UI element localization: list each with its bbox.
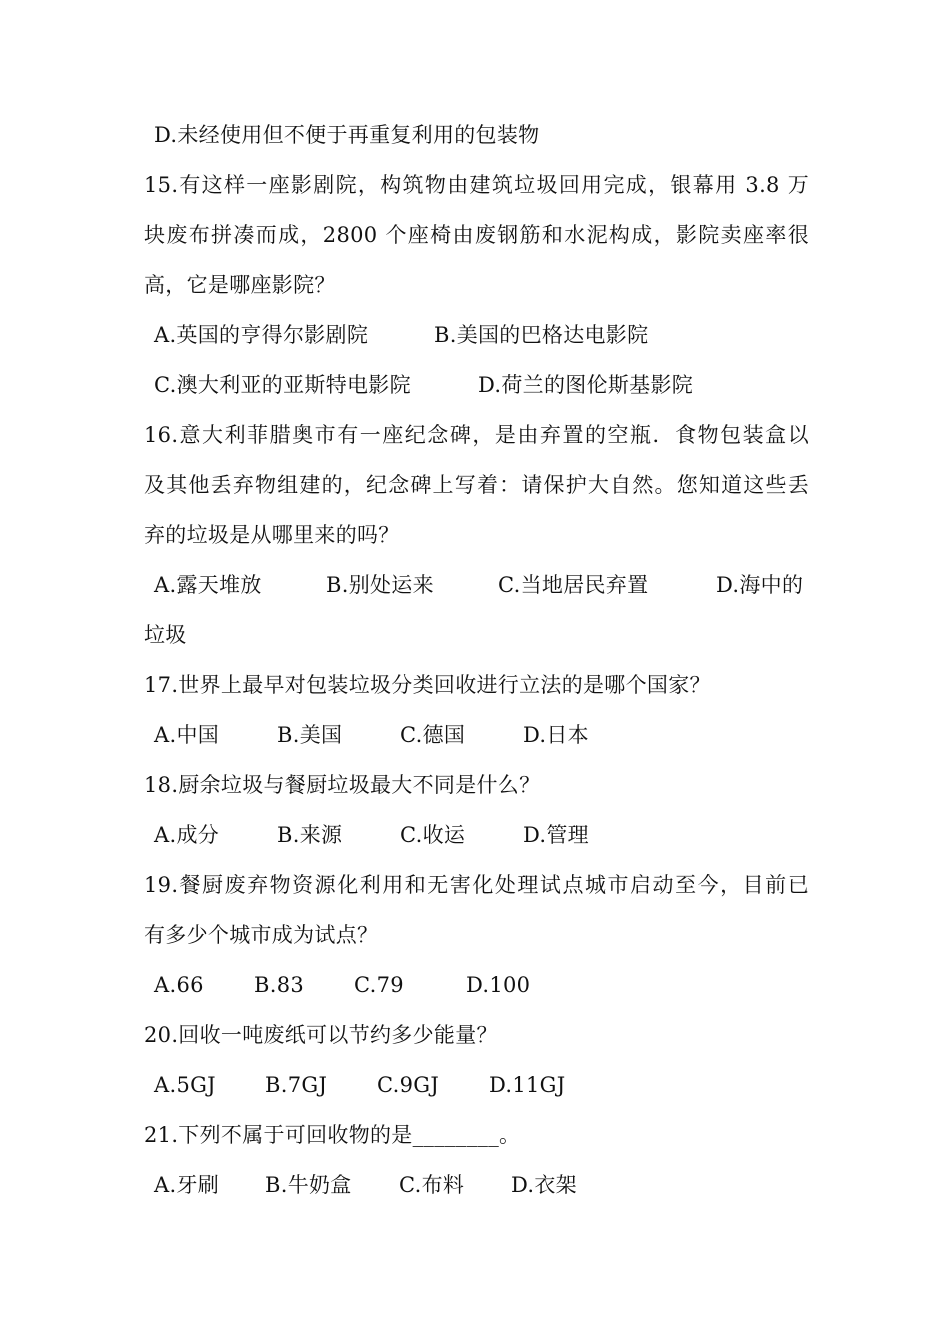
q20-option-c: C.9GJ (377, 1073, 440, 1097)
q21-option-b: B.牛奶盒 (265, 1173, 352, 1197)
q15-option-a: A.英国的亨得尔影剧院 (154, 323, 369, 347)
q20-option-a: A.5GJ (154, 1073, 216, 1097)
q16-option-d-continued: 垃圾 (144, 623, 187, 647)
q17-option-d: D.日本 (523, 723, 589, 747)
q14-option-d: D.未经使用但不便于再重复利用的包装物 (154, 123, 540, 147)
q16-stem-line-3: 弃的垃圾是从哪里来的吗？ (144, 523, 400, 547)
q18-stem: 18.厨余垃圾与餐厨垃圾最大不同是什么？ (144, 773, 541, 797)
q21-option-d: D.衣架 (511, 1173, 577, 1197)
q20-stem: 20.回收一吨废纸可以节约多少能量？ (144, 1023, 498, 1047)
q17-stem: 17.世界上最早对包装垃圾分类回收进行立法的是哪个国家？ (144, 673, 711, 697)
q16-option-c: C.当地居民弃置 (498, 573, 649, 597)
q16-stem-line-1: 16.意大利菲腊奥市有一座纪念碑，是由弃置的空瓶．食物包装盒以 (144, 423, 809, 447)
q20-option-b: B.7GJ (265, 1073, 328, 1097)
q21-option-c: C.布料 (399, 1173, 465, 1197)
q15-option-b: B.美国的巴格达电影院 (434, 323, 649, 347)
q18-option-d: D.管理 (523, 823, 589, 847)
q19-options-row (144, 960, 809, 1010)
q18-options-row (144, 810, 809, 860)
q19-option-a: A.66 (154, 973, 204, 997)
q19-option-c: C.79 (354, 973, 404, 997)
q20-option-d: D.11GJ (489, 1073, 566, 1097)
q16-options-row (144, 560, 809, 610)
question-list (144, 110, 809, 1210)
q19-stem-line-2: 有多少个城市成为试点？ (144, 923, 379, 947)
q19-option-d: D.100 (466, 973, 531, 997)
q18-option-c: C.收运 (400, 823, 466, 847)
q18-option-b: B.来源 (277, 823, 343, 847)
q16-option-a: A.露天堆放 (154, 573, 262, 597)
q21-option-a: A.牙刷 (154, 1173, 220, 1197)
q15-stem-line-2: 块废布拼凑而成，2800 个座椅由废钢筋和水泥构成，影院卖座率很 (144, 223, 809, 247)
q17-option-b: B.美国 (277, 723, 343, 747)
q19-option-b: B.83 (254, 973, 305, 997)
q15-stem-line-1: 15.有这样一座影剧院，构筑物由建筑垃圾回用完成，银幕用 3.8 万 (144, 173, 809, 197)
q21-stem: 21.下列不属于可回收物的是________。 (144, 1123, 521, 1147)
q16-option-d: D.海中的 (716, 573, 804, 597)
q18-option-a: A.成分 (154, 823, 220, 847)
q17-option-a: A.中国 (154, 723, 220, 747)
q17-options-row (144, 710, 809, 760)
q19-stem-line-1: 19.餐厨废弃物资源化利用和无害化处理试点城市启动至今，目前已 (144, 873, 809, 897)
q15-options-row-1 (144, 310, 809, 360)
q15-options-row-2 (144, 360, 809, 410)
q20-options-row (144, 1060, 809, 1110)
q15-option-d: D.荷兰的图伦斯基影院 (478, 373, 694, 397)
q16-option-b: B.别处运来 (326, 573, 434, 597)
q16-stem-line-2: 及其他丢弃物组建的，纪念碑上写着：请保护大自然。您知道这些丢 (144, 473, 809, 497)
q15-stem-line-3: 高，它是哪座影院？ (144, 273, 336, 297)
q21-options-row (144, 1160, 809, 1210)
q17-option-c: C.德国 (400, 723, 466, 747)
q15-option-c: C.澳大利亚的亚斯特电影院 (154, 373, 411, 397)
